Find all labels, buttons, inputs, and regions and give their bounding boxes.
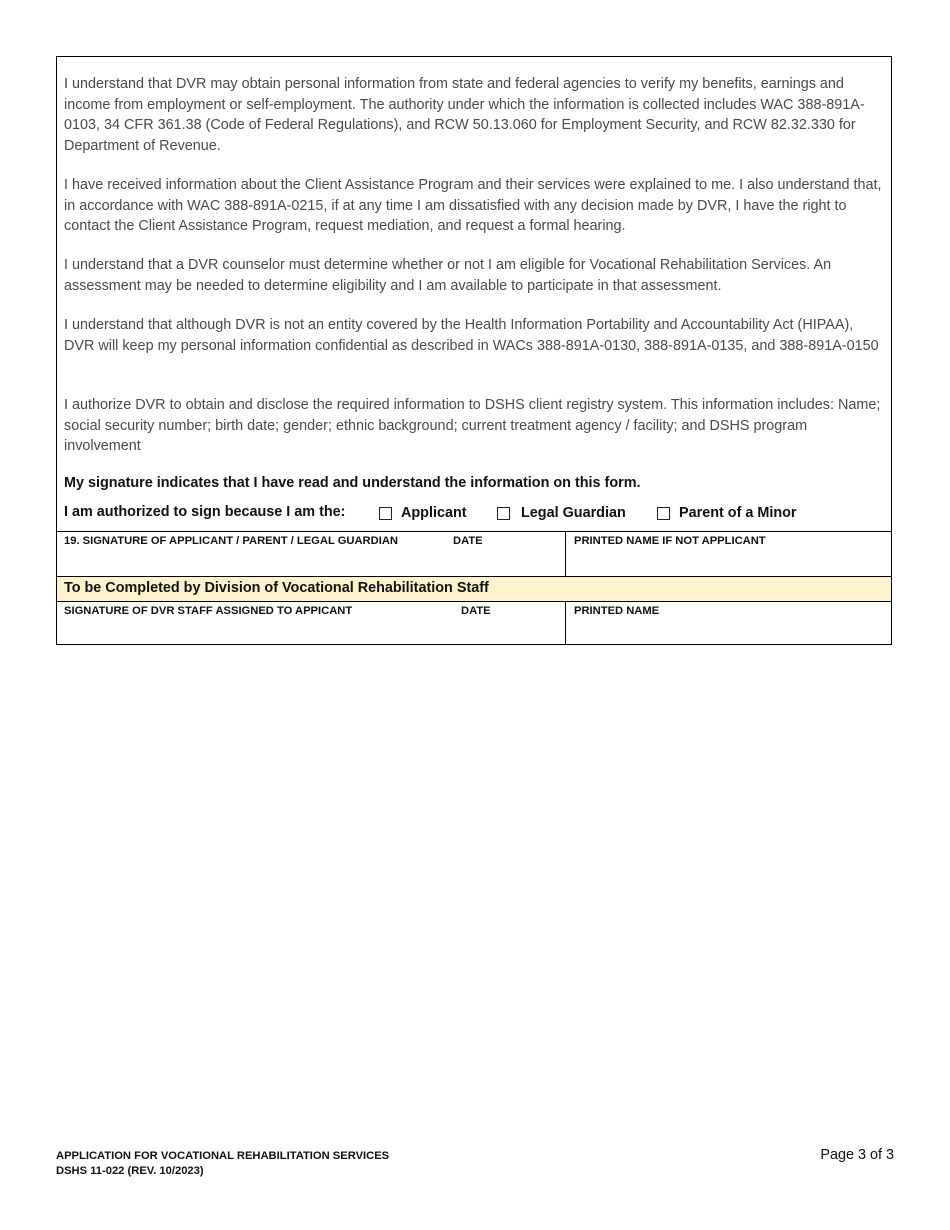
page-number: Page 3 of 3 — [820, 1147, 894, 1163]
applicant-signature-field[interactable] — [57, 532, 565, 577]
staff-printed-name-label: PRINTED NAME — [574, 605, 660, 617]
staff-printed-name-field[interactable] — [566, 602, 891, 645]
parent-minor-option-label: Parent of a Minor — [679, 505, 797, 521]
applicant-option[interactable] — [379, 503, 467, 523]
staff-signature-field[interactable] — [57, 602, 565, 645]
form-box — [56, 56, 892, 645]
parent-minor-option[interactable] — [657, 503, 797, 523]
legal-guardian-checkbox[interactable] — [497, 507, 510, 520]
authorized-prompt: I am authorized to sign because I am the: — [64, 504, 346, 520]
signature-statement: My signature indicates that I have read and understand the information on this form. — [64, 475, 641, 491]
staff-date-label: DATE — [461, 605, 491, 617]
applicant-option-label: Applicant — [401, 505, 467, 521]
dvr-staff-band — [57, 577, 891, 601]
paragraph-eligibility: I understand that a DVR counselor must determine whether or not I am eligible for Vocational Rehabilitation Services. An assessment may be needed to determine eligibility and I am available to participate in that assessment. — [64, 257, 832, 294]
dvr-staff-heading: To be Completed by Division of Vocational Rehabilitation Staff — [64, 580, 489, 596]
printed-name-field[interactable] — [566, 532, 891, 577]
form-title: APPLICATION FOR VOCATIONAL REHABILITATION SERVICES — [56, 1150, 390, 1162]
paragraph-information-verification: I understand that DVR may obtain personal information from state and federal agencies to verify my benefits, earnings and income from employment or self-employment. The authority under which the information is collected includes WAC 388-891A-0103, 34 CFR 361.38 (Code of Federal Regulations), and RCW 50.13.060 for Employment Security, and RCW 82.32.330 for Department of Revenue. — [64, 76, 865, 154]
parent-minor-checkbox[interactable] — [657, 507, 670, 520]
applicant-checkbox[interactable] — [379, 507, 392, 520]
paragraph-registry-authorization: I authorize DVR to obtain and disclose the required information to DSHS client registry system. This information includes: Name; social security number; birth date; gender; ethnic background; current treatment agency / facility; and DSHS program involvement — [64, 397, 881, 454]
paragraph-confidentiality: I understand that although DVR is not an entity covered by the Health Information Portability and Accountability Act (HIPAA), DVR will keep my personal information confidential as described in WACs 388-891A-0130, 388-891A-0135, and 388-891A-0150 — [64, 317, 879, 354]
applicant-date-label: DATE — [453, 535, 483, 547]
legal-guardian-option-label: Legal Guardian — [521, 505, 626, 521]
form-number: DSHS 11-022 (REV. 10/2023) — [56, 1165, 204, 1177]
staff-signature-label: SIGNATURE OF DVR STAFF ASSIGNED TO APPICANT — [64, 605, 353, 617]
applicant-signature-label: 19. SIGNATURE OF APPLICANT / PARENT / LEGAL GUARDIAN — [64, 535, 398, 547]
printed-name-label: PRINTED NAME IF NOT APPLICANT — [574, 535, 766, 547]
paragraph-client-assistance: I have received information about the Client Assistance Program and their services were explained to me. I also understand that, in accordance with WAC 388-891A-0215, if at any time I am dissatisfied with any decision made by DVR, I have the right to contact the Client Assistance Program, request mediation, and request a formal hearing. — [64, 177, 882, 234]
legal-guardian-option[interactable] — [497, 503, 626, 523]
